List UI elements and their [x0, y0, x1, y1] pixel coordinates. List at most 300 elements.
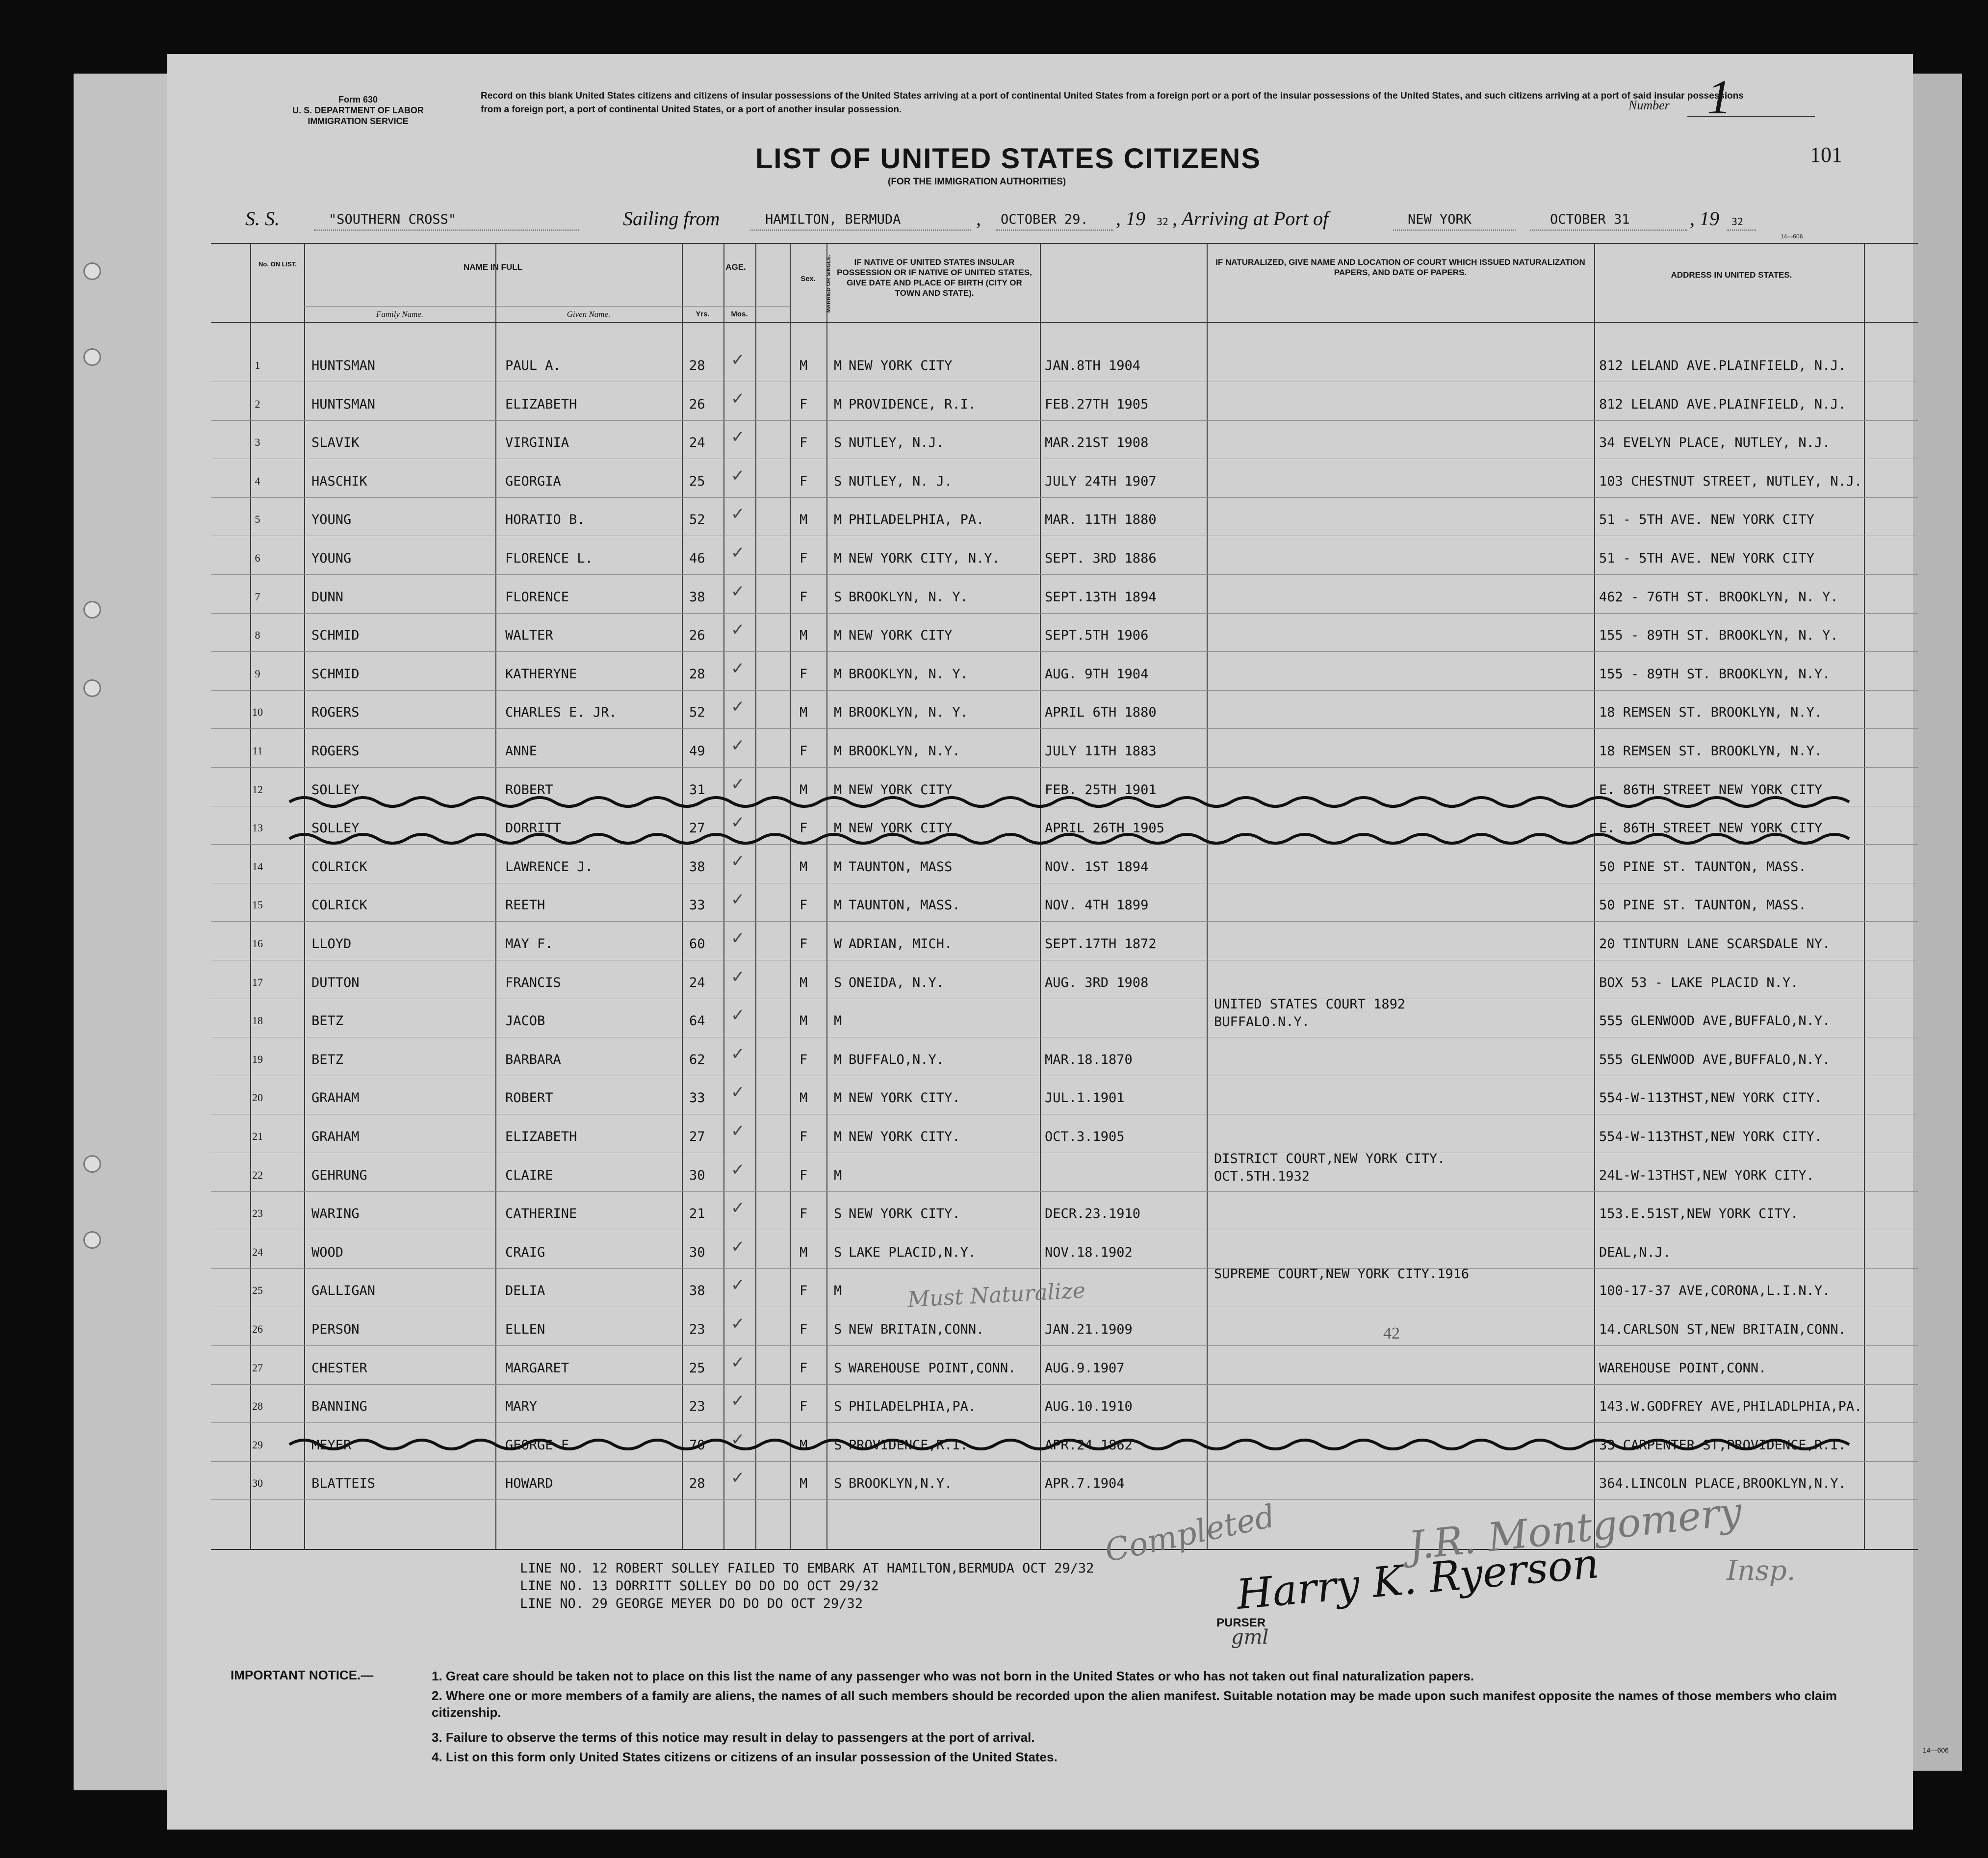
- cell-sex: F: [800, 1167, 808, 1183]
- check-mark-icon: ✓: [731, 697, 745, 717]
- strike-line-12: [289, 798, 1849, 806]
- cell-sex: M: [800, 1437, 808, 1453]
- cell-ms: M: [834, 1283, 842, 1299]
- cell-court: BUFFALO.N.Y.: [1214, 1014, 1310, 1030]
- cell-ms: M: [834, 1129, 842, 1144]
- page-title: LIST OF UNITED STATES CITIZENS: [755, 143, 1261, 175]
- cell-n: 30: [252, 1477, 263, 1490]
- cell-age: 70: [689, 1437, 705, 1453]
- cell-place: PROVIDENCE, R.I.: [849, 396, 977, 412]
- cell-age: 62: [689, 1052, 705, 1067]
- cell-date: JAN.8TH 1904: [1045, 358, 1141, 373]
- cell-sex: F: [800, 744, 808, 759]
- list-number: 1: [1707, 70, 1731, 124]
- cell-address: 33 CARPENTER ST,PROVIDENCE,R.I.: [1599, 1437, 1846, 1453]
- line-note: LINE NO. 29 GEORGE MEYER DO DO DO OCT 29/32: [520, 1596, 863, 1611]
- cell-n: 25: [252, 1284, 263, 1297]
- sailing-date: OCTOBER 29.: [1001, 212, 1088, 227]
- cell-given: ANNE: [505, 744, 538, 759]
- cell-sex: F: [800, 666, 808, 682]
- cell-ms: M: [834, 1052, 842, 1067]
- cell-given: GEORGIA: [505, 473, 561, 489]
- check-mark-icon: ✓: [731, 1468, 745, 1488]
- cell-date: AUG.10.1910: [1045, 1399, 1133, 1415]
- cell-address: 153.E.51ST,NEW YORK CITY.: [1599, 1206, 1799, 1222]
- cell-date: SEPT.5TH 1906: [1045, 628, 1149, 644]
- cell-family: BETZ: [311, 1052, 344, 1067]
- cell-address: 554-W-113THST,NEW YORK CITY.: [1599, 1090, 1823, 1106]
- cell-address: 34 EVELYN PLACE, NUTLEY, N.J.: [1599, 435, 1831, 451]
- cell-address: 143.W.GODFREY AVE,PHILADLPHIA,PA.: [1599, 1399, 1862, 1415]
- cell-sex: F: [800, 589, 808, 605]
- cell-age: 30: [689, 1244, 705, 1260]
- cell-address: 50 PINE ST. TAUNTON, MASS.: [1599, 898, 1807, 913]
- cell-date: APRIL 6TH 1880: [1045, 705, 1157, 721]
- cell-age: 26: [689, 396, 705, 412]
- cell-family: DUNN: [311, 589, 344, 605]
- cell-court: OCT.5TH.1932: [1214, 1168, 1310, 1184]
- cell-ms: M: [834, 1013, 842, 1029]
- cell-sex: F: [800, 1360, 808, 1376]
- cell-ms: M: [834, 396, 842, 412]
- cell-date: APRIL 26TH 1905: [1045, 821, 1164, 836]
- cell-place: PROVIDENCE,R.I.: [849, 1437, 968, 1453]
- cell-family: BETZ: [311, 1013, 344, 1029]
- cell-n: 9: [255, 667, 260, 680]
- cell-address: 462 - 76TH ST. BROOKLYN, N. Y.: [1599, 589, 1838, 605]
- check-mark-icon: ✓: [731, 1083, 745, 1103]
- cell-address: 50 PINE ST. TAUNTON, MASS.: [1599, 859, 1807, 875]
- cell-age: 23: [689, 1399, 705, 1415]
- cell-age: 33: [689, 1090, 705, 1106]
- check-mark-icon: ✓: [731, 543, 745, 563]
- cell-address: DEAL,N.J.: [1599, 1244, 1671, 1260]
- cell-sex: F: [800, 1052, 808, 1067]
- cell-ms: M: [834, 512, 842, 528]
- cell-given: WALTER: [505, 628, 553, 644]
- check-mark-icon: ✓: [731, 427, 745, 447]
- notice-heading: IMPORTANT NOTICE.—: [231, 1668, 374, 1682]
- check-mark-icon: ✓: [731, 1314, 745, 1334]
- cell-family: HUNTSMAN: [311, 358, 376, 373]
- cell-place: PHILADELPHIA, PA.: [849, 512, 984, 528]
- cell-place: NEW YORK CITY, N.Y.: [849, 551, 1000, 566]
- cell-address: WAREHOUSE POINT,CONN.: [1599, 1360, 1767, 1376]
- cell-family: GRAHAM: [311, 1129, 360, 1144]
- cell-given: DORRITT: [505, 821, 561, 836]
- check-mark-icon: ✓: [731, 929, 745, 948]
- col-marital: MARRIED OR SINGLE.: [826, 255, 832, 313]
- cell-family: SOLLEY: [311, 782, 360, 798]
- cell-n: 23: [252, 1207, 263, 1220]
- cell-sex: F: [800, 1129, 808, 1144]
- cell-ms: W: [834, 936, 842, 952]
- cell-given: ROBERT: [505, 1090, 553, 1106]
- cell-n: 10: [252, 706, 263, 719]
- col-mos: Mos.: [731, 310, 748, 318]
- cell-family: CHESTER: [311, 1360, 367, 1376]
- sailing-year: 32: [1157, 216, 1169, 228]
- cell-place: TAUNTON, MASS: [849, 859, 953, 875]
- check-mark-icon: ✓: [731, 1429, 745, 1449]
- check-mark-icon: ✓: [731, 658, 745, 678]
- handwritten-note-must-naturalize: Must Naturalize: [906, 1278, 1086, 1313]
- cell-ms: M: [834, 821, 842, 836]
- arrival-year-prefix: , 19: [1690, 207, 1719, 230]
- cell-age: 24: [689, 435, 705, 451]
- cell-date: MAR.21ST 1908: [1045, 435, 1149, 451]
- cell-address: 51 - 5TH AVE. NEW YORK CITY: [1599, 551, 1814, 566]
- cell-sex: F: [800, 821, 808, 836]
- cell-sex: M: [800, 1244, 808, 1260]
- cell-place: NEW YORK CITY: [849, 782, 953, 798]
- cell-age: 52: [689, 705, 705, 721]
- cell-date: OCT.3.1905: [1045, 1129, 1125, 1144]
- cell-family: YOUNG: [311, 512, 352, 528]
- handwritten-completed: Completed: [1102, 1498, 1278, 1570]
- cell-sex: F: [800, 551, 808, 566]
- col-birth: IF NATIVE OF UNITED STATES INSULAR POSSESSION OR IF NATIVE OF UNITED STATES, GIVE DATE AND PLACE OF BIRTH (CITY OR TOWN AND STATE).: [837, 258, 1032, 298]
- col-naturalized: IF NATURALIZED, GIVE NAME AND LOCATION OF COURT WHICH ISSUED NATURALIZATION PAPERS, AND DATE OF PAPERS.: [1215, 258, 1585, 277]
- cell-age: 26: [689, 628, 705, 644]
- cell-age: 23: [689, 1322, 705, 1337]
- cell-ms: M: [834, 744, 842, 759]
- notice-item: 1. Great care should be taken not to place on this list the name of any passenger who was not born in the United States or who has not taken out final naturalization papers.: [432, 1669, 1474, 1683]
- cell-family: COLRICK: [311, 898, 367, 913]
- check-mark-icon: ✓: [731, 967, 745, 987]
- check-mark-icon: ✓: [731, 851, 745, 871]
- check-mark-icon: ✓: [731, 1006, 745, 1026]
- cell-age: 49: [689, 744, 705, 759]
- purser-signature: Harry K. Ryerson: [1235, 1539, 1601, 1619]
- cell-age: 64: [689, 1013, 705, 1029]
- check-mark-icon: ✓: [731, 1160, 745, 1180]
- col-address: ADDRESS IN UNITED STATES.: [1671, 270, 1792, 280]
- cell-age: 60: [689, 936, 705, 952]
- cell-given: DELIA: [505, 1283, 545, 1299]
- cell-family: SOLLEY: [311, 821, 360, 836]
- check-mark-icon: ✓: [731, 736, 745, 755]
- binder-hole: [83, 1231, 101, 1249]
- cell-n: 14: [252, 860, 263, 873]
- cell-ms: M: [834, 705, 842, 721]
- check-mark-icon: ✓: [731, 581, 745, 601]
- cell-sex: F: [800, 435, 808, 451]
- cell-sex: M: [800, 512, 808, 528]
- cell-address: 18 REMSEN ST. BROOKLYN, N.Y.: [1599, 744, 1823, 759]
- check-mark-icon: ✓: [731, 1198, 745, 1218]
- cell-sex: M: [800, 358, 808, 373]
- cell-place: BROOKLYN, N.Y.: [849, 744, 960, 759]
- cell-place: NEW YORK CITY: [849, 358, 953, 373]
- check-mark-icon: ✓: [731, 350, 745, 370]
- cell-ms: M: [834, 782, 842, 798]
- cell-ms: S: [834, 1322, 842, 1337]
- cell-date: MAR.18.1870: [1045, 1052, 1133, 1067]
- cell-sex: F: [800, 1206, 808, 1222]
- cell-place: LAKE PLACID,N.Y.: [849, 1244, 977, 1260]
- cell-age: 21: [689, 1206, 705, 1222]
- cell-ms: S: [834, 1244, 842, 1260]
- cell-ms: M: [834, 666, 842, 682]
- cell-ms: S: [834, 1476, 842, 1492]
- sailing-label: Sailing from: [623, 207, 720, 230]
- cell-age: 28: [689, 666, 705, 682]
- arrival-year: 32: [1731, 216, 1744, 228]
- notice-item: 3. Failure to observe the terms of this notice may result in delay to passengers at the port of arrival.: [432, 1730, 1035, 1745]
- cell-address: 20 TINTURN LANE SCARSDALE NY.: [1599, 936, 1831, 952]
- line-notes: [520, 1560, 1094, 1613]
- cell-n: 3: [255, 436, 260, 449]
- cell-sex: M: [800, 975, 808, 990]
- cell-place: ONEIDA, N.Y.: [849, 975, 945, 990]
- manifest-page: Form 630 U. S. DEPARTMENT OF LABOR IMMIGRATION SERVICE Record on this blank United States citizens and citizens of insular possessions of the United States arriving at a port of continental United States from a foreign port or a port of the insular possessions of the United States, and such citizens arriving at a port of said insular possessions from a foreign port, a port of continental United States, or a port of another insular possession. Number 1 101 LIST OF UNITED STATES CITIZENS (FOR THE IMMIGRATION AUTHORITIES) S. S. "SOUTHERN CROSS" Sailing from HAMILTON, BERMUDA , OCTOBER 29. , 19 32 , Arriving at Port of NEW YORK OCTOBER 31 , 19 32 14—606 No. ON LIST. NAME IN FULL Family Name. Given Name. AGE. Yrs. Mos. Sex. MARRIED OR SINGLE. IF NATIVE OF UNITED STATES INSULAR POSSESSION OR IF NATIVE OF UNITED STATES, GIVE DATE AND PLACE OF BIRTH (CITY OR TOWN AND STATE). IF NATURALIZED, GIVE NAME AND LOCATION OF COURT WHICH ISSUED NATURALIZATION PAPERS, AND DATE OF PAPERS. ADDRESS IN UNITED STATES. 1 HUNTSMAN PAUL A. 28 M M NEW YORK CITY JAN.8TH 1904 812 LELAND AVE.PLAINFIELD, N.J. ✓ 2 HUNTSMAN ELIZABETH 26 F M PROVIDENCE, R.I. FEB.27TH 1905 812 LELAND AVE.PLAINFIELD, N.J. ✓ 3 SLAVIK VIRGINIA 24 F S NUTLEY, N.J. MAR.21ST 1908 34 EVELYN PLACE, NUTLEY, N.J. ✓ 4 HASCHIK GEORGIA 25 F S NUTLEY, N. J. JULY 24TH 1907 103 CHESTNUT STREET, NUTLEY, N.J. ✓ 5 YOUNG HORATIO B. 52 M M PHILADELPHIA, PA. MAR. 11TH 1880 51 - 5TH AVE. NEW YORK CITY ✓ 6 YOUNG FLORENCE L. 46 F M NEW YORK CITY, N.Y. SEPT. 3RD 1886 51 - 5TH AVE. NEW YORK CITY ✓ 7 DUNN FLORENCE 38 F S BROOKLYN, N. Y. SEPT.13TH 1894 462 - 76TH ST. BROOKLYN, N. Y. ✓ 8 SCHMID WALTER 26 M M NEW YORK CITY SEPT.5TH 1906 155 - 89TH ST. BROOKLYN, N. Y. ✓ 9 SCHMID KATHERYNE 28 F M BROOKLYN, N. Y. AUG. 9TH 1904 155 - 89TH ST. BROOKLYN, N.Y. ✓ 10 ROGERS CHARLES E. JR. 52 M M BROOKLYN, N. Y. APRIL 6TH 1880 18 REMSEN ST. BROOKLYN, N.Y. ✓ 11 ROGERS ANNE 49 F M BROOKLYN, N.Y. JULY 11TH 1883 18 REMSEN ST. BROOKLYN, N.Y. ✓ 12 SOLLEY ROBERT 31 M M NEW YORK CITY FEB. 25TH 1901 E. 86TH STREET NEW YORK CITY ✓ 13 SOLLEY DORRITT 27 F M NEW YORK CITY APRIL 26TH 1905 E. 86TH STREET NEW YORK CITY ✓ 14 COLRICK LAWRENCE J. 38 M M TAUNTON, MASS NOV. 1ST 1894 50 PINE ST. TAUNTON, MASS. ✓ 15 COLRICK REETH 33 F M TAUNTON, MASS. NOV. 4TH 1899 50 PINE ST. TAUNTON, MASS. ✓ 16 LLOYD MAY F. 60 F W ADRIAN, MICH. SEPT.17TH 1872 20 TINTURN LANE SCARSDALE NY. ✓ 17 DUTTON FRANCIS 24 M S ONEIDA, N.Y. AUG. 3RD 1908 BOX 53 - LAKE PLACID N.Y. ✓ 18 BETZ JACOB 64 M M 555 GLENWOOD AVE,BUFFALO,N.Y. ✓ UNITED STATES COURT 1892 BUFFALO.N.Y. 19 BETZ BARBARA 62 F M BUFFALO,N.Y. MAR.18.1870 555 GLENWOOD AVE,BUFFALO,N.Y. ✓ 20 GRAHAM ROBERT 33 M M NEW YORK CITY. JUL.1.1901 554-W-113THST,NEW YORK CITY. ✓ 21 GRAHAM ELIZABETH 27 F M NEW YORK CITY. OCT.3.1905 554-W-113THST,NEW YORK CITY. ✓ 22 GEHRUNG CLAIRE 30 F M 24L-W-13THST,NEW YORK CITY. ✓ DISTRICT COURT,NEW YORK CITY. OCT.5TH.1932 23 WARING CATHERINE 21 F S NEW YORK CITY. DECR.23.1910 153.E.51ST,NEW YORK CITY. ✓ 24 WOOD CRAIG 30 M S LAKE PLACID,N.Y. NOV.18.1902 DEAL,N.J. ✓ 25 GALLIGAN DELIA 38 F M 100-17-37 AVE,CORONA,L.I.N.Y. ✓ SUPREME COURT,NEW YORK CITY.1916 26 PERSON ELLEN 23 F S NEW BRITAIN,CONN. JAN.21.1909 14.CARLSON ST,NEW BRITAIN,CONN. ✓ 27 CHESTER MARGARET 25 F S WAREHOUSE POINT,CONN. AUG.9.1907 WAREHOUSE POINT,CONN. ✓ 28 BANNING MARY 23 F S PHILADELPHIA,PA. AUG.10.1910 143.W.GODFREY AVE,PHILADLPHIA,PA. ✓ 29 MEYER GEORGE F. 70 M S PROVIDENCE,R.I. APR.24.1862 33 CARPENTER ST,PROVIDENCE,R.I. ✓ 30 BLATTEIS HOWARD 28 M S BROOKLYN,N.Y. APR.7.1904 364.LINCOLN PLACE,BROOKLYN,N.Y. ✓ Must Naturalize 42 LINE NO. 12 ROBERT SOLLEY FAILED TO EMBARK AT HAMILTON,BERMUDA OCT 29/32 LINE NO. 13 DORRITT SOLLEY DO DO DO OCT 29/32 LINE NO. 29 GEORGE MEYER DO DO DO OCT 29/32 Completed J.R. Montgomery Insp. Harry K. Ryerson PURSER gml IMPORTANT NOTICE.— 1. Great care should be taken not to place on this list the name of any passenger who was not born in the United States or who has not taken out final naturalization papers. 2. Where one or more members of a family are aliens, the names of all such members should be recorded upon the alien manifest. Suitable notation may be made upon such manifest opposite the names of those members who claim citizenship. 3. Failure to observe the terms of this notice may result in delay to passengers at the port of arrival. 4. List on this form only United States citizens or citizens of an insular possession of the United States. 14—606: [167, 54, 1913, 1830]
- cell-given: ELLEN: [505, 1322, 545, 1337]
- cell-sex: F: [800, 898, 808, 913]
- strike-line-29: [289, 1440, 1849, 1449]
- cell-given: CRAIG: [505, 1244, 545, 1260]
- cell-date: MAR. 11TH 1880: [1045, 512, 1157, 528]
- cell-sex: M: [800, 705, 808, 721]
- check-mark-icon: ✓: [731, 388, 745, 409]
- cell-place: BROOKLYN, N. Y.: [849, 666, 968, 682]
- cell-ms: S: [834, 1437, 842, 1453]
- cell-sex: M: [800, 1090, 808, 1106]
- cell-sex: F: [800, 1322, 808, 1337]
- cell-family: ROGERS: [311, 744, 360, 759]
- cell-n: 8: [255, 629, 260, 642]
- cell-age: 24: [689, 975, 705, 990]
- cell-n: 2: [255, 397, 260, 410]
- ship-name: "SOUTHERN CROSS": [329, 212, 457, 227]
- cell-address: 364.LINCOLN PLACE,BROOKLYN,N.Y.: [1599, 1476, 1846, 1492]
- cell-sex: F: [800, 396, 808, 412]
- cell-date: SEPT. 3RD 1886: [1045, 551, 1157, 566]
- cell-court: SUPREME COURT,NEW YORK CITY.1916: [1214, 1266, 1470, 1282]
- cell-given: FRANCIS: [505, 975, 561, 990]
- cell-place: NUTLEY, N.J.: [849, 435, 945, 451]
- cell-ms: S: [834, 1360, 842, 1376]
- sailing-port: HAMILTON, BERMUDA: [765, 212, 901, 227]
- cell-address: 18 REMSEN ST. BROOKLYN, N.Y.: [1599, 705, 1823, 721]
- col-family-name: Family Name.: [376, 310, 424, 319]
- cell-address: 555 GLENWOOD AVE,BUFFALO,N.Y.: [1599, 1013, 1831, 1029]
- cell-date: AUG. 3RD 1908: [1045, 975, 1149, 990]
- col-name-in-full: NAME IN FULL: [464, 262, 522, 272]
- cell-n: 26: [252, 1323, 263, 1335]
- cell-age: 25: [689, 1360, 705, 1376]
- cell-given: ELIZABETH: [505, 1129, 577, 1144]
- cell-given: BARBARA: [505, 1052, 561, 1067]
- cell-family: PERSON: [311, 1322, 360, 1337]
- cell-given: CLAIRE: [505, 1167, 553, 1183]
- cell-given: FLORENCE: [505, 589, 569, 605]
- cell-address: BOX 53 - LAKE PLACID N.Y.: [1599, 975, 1799, 990]
- cell-age: 25: [689, 473, 705, 489]
- cell-place: NEW YORK CITY.: [849, 1129, 960, 1144]
- check-mark-icon: ✓: [731, 465, 745, 486]
- cell-sex: M: [800, 628, 808, 644]
- cell-age: 27: [689, 821, 705, 836]
- cell-address: E. 86TH STREET NEW YORK CITY: [1599, 782, 1823, 798]
- cell-family: WARING: [311, 1206, 360, 1222]
- cell-age: 33: [689, 898, 705, 913]
- cell-age: 30: [689, 1167, 705, 1183]
- cell-ms: S: [834, 435, 842, 451]
- cell-n: 16: [252, 937, 263, 950]
- cell-address: 155 - 89TH ST. BROOKLYN, N.Y.: [1599, 666, 1831, 682]
- cell-n: 19: [252, 1053, 263, 1065]
- cell-given: PAUL A.: [505, 358, 561, 373]
- cell-ms: S: [834, 1206, 842, 1222]
- check-mark-icon: ✓: [731, 774, 745, 794]
- cell-given: HORATIO B.: [505, 512, 585, 528]
- cell-n: 6: [255, 552, 260, 564]
- cell-given: HOWARD: [505, 1476, 553, 1492]
- cell-family: LLOYD: [311, 936, 352, 952]
- cell-family: SCHMID: [311, 666, 360, 682]
- cell-date: JULY 11TH 1883: [1045, 744, 1157, 759]
- line-note: LINE NO. 12 ROBERT SOLLEY FAILED TO EMBARK AT HAMILTON,BERMUDA OCT 29/32: [520, 1561, 1094, 1576]
- cell-n: 21: [252, 1130, 263, 1142]
- cell-address: 51 - 5TH AVE. NEW YORK CITY: [1599, 512, 1814, 528]
- binder-hole: [83, 262, 101, 280]
- cell-ms: S: [834, 589, 842, 605]
- cell-family: GEHRUNG: [311, 1167, 367, 1183]
- cell-address: 555 GLENWOOD AVE,BUFFALO,N.Y.: [1599, 1052, 1831, 1067]
- cell-ms: S: [834, 975, 842, 990]
- cell-n: 29: [252, 1438, 263, 1451]
- cell-given: MAY F.: [505, 936, 553, 952]
- cell-date: NOV.18.1902: [1045, 1244, 1133, 1260]
- cell-given: ELIZABETH: [505, 396, 577, 412]
- cell-date: JAN.21.1909: [1045, 1322, 1133, 1337]
- arrival-port: NEW YORK: [1408, 212, 1472, 227]
- cell-date: DECR.23.1910: [1045, 1206, 1141, 1222]
- check-mark-icon: ✓: [731, 1237, 745, 1257]
- cell-family: GALLIGAN: [311, 1283, 376, 1299]
- cell-n: 28: [252, 1400, 263, 1413]
- cell-given: LAWRENCE J.: [505, 859, 593, 875]
- notice-item: 2. Where one or more members of a family are aliens, the names of all such members should be recorded upon the alien manifest. Suitable notation may be made upon such manifest opposite the names of those members who claim citizenship.: [432, 1688, 1837, 1720]
- check-mark-icon: ✓: [731, 1275, 745, 1295]
- check-mark-icon: ✓: [731, 1352, 745, 1372]
- cell-court: UNITED STATES COURT 1892: [1214, 997, 1406, 1012]
- page-subtitle: (FOR THE IMMIGRATION AUTHORITIES): [888, 177, 1066, 187]
- arrival-date: OCTOBER 31: [1550, 212, 1630, 227]
- cell-sex: M: [800, 859, 808, 875]
- cell-place: NEW YORK CITY.: [849, 1206, 960, 1222]
- cell-date: AUG. 9TH 1904: [1045, 666, 1149, 682]
- cell-date: NOV. 4TH 1899: [1045, 898, 1149, 913]
- cell-address: 155 - 89TH ST. BROOKLYN, N. Y.: [1599, 628, 1838, 644]
- sailing-year-prefix: , 19: [1116, 207, 1145, 230]
- check-mark-icon: ✓: [731, 504, 745, 524]
- cell-ms: M: [834, 1167, 842, 1183]
- strike-line-13: [289, 834, 1849, 843]
- inspector-signature: J.R. Montgomery: [1406, 1488, 1744, 1569]
- cell-date: SEPT.17TH 1872: [1045, 936, 1157, 952]
- cell-place: NEW YORK CITY: [849, 628, 953, 644]
- cell-n: 13: [252, 822, 263, 834]
- cell-date: APR.7.1904: [1045, 1476, 1125, 1492]
- check-mark-icon: ✓: [731, 1121, 745, 1141]
- arriving-label: , Arriving at Port of: [1172, 207, 1329, 230]
- cell-given: FLORENCE L.: [505, 551, 593, 566]
- cell-address: 554-W-113THST,NEW YORK CITY.: [1599, 1129, 1823, 1144]
- cell-family: BLATTEIS: [311, 1476, 376, 1492]
- cell-place: TAUNTON, MASS.: [849, 898, 960, 913]
- cell-date: FEB.27TH 1905: [1045, 396, 1149, 412]
- col-given-name: Given Name.: [567, 310, 611, 319]
- check-mark-icon: ✓: [731, 813, 745, 833]
- footer-code: 14—606: [1923, 1746, 1949, 1754]
- cell-place: BROOKLYN, N. Y.: [849, 705, 968, 721]
- cell-date: JUL.1.1901: [1045, 1090, 1125, 1106]
- number-label: Number: [1628, 98, 1670, 112]
- col-yrs: Yrs.: [696, 310, 710, 318]
- record-instructions: Record on this blank United States citizens and citizens of insular possessions of the United States arriving at a port of continental United States from a foreign port or a port of the insular possessions of the United States, and such citizens arriving at a port of said insular possessions from a foreign port, a port of continental United States, or a port of another insular possession.: [481, 91, 1744, 115]
- page-stamp: 42: [1383, 1324, 1400, 1342]
- cell-age: 28: [689, 1476, 705, 1492]
- cell-place: BUFFALO,N.Y.: [849, 1052, 945, 1067]
- cell-family: YOUNG: [311, 551, 352, 566]
- cell-ms: S: [834, 473, 842, 489]
- cell-family: COLRICK: [311, 859, 367, 875]
- cell-n: 12: [252, 783, 263, 796]
- cell-sex: M: [800, 782, 808, 798]
- cell-n: 1: [255, 359, 260, 371]
- cell-n: 24: [252, 1245, 263, 1258]
- cell-sex: F: [800, 473, 808, 489]
- purser-label: PURSER: [1216, 1616, 1266, 1629]
- check-mark-icon: ✓: [731, 1044, 745, 1064]
- cell-date: NOV. 1ST 1894: [1045, 859, 1149, 875]
- cell-address: 812 LELAND AVE.PLAINFIELD, N.J.: [1599, 396, 1846, 412]
- cell-date: JULY 24TH 1907: [1045, 473, 1157, 489]
- check-mark-icon: ✓: [731, 890, 745, 910]
- cell-address: 100-17-37 AVE,CORONA,L.I.N.Y.: [1599, 1283, 1831, 1299]
- cell-place: NEW BRITAIN,CONN.: [849, 1322, 984, 1337]
- line-note: LINE NO. 13 DORRITT SOLLEY DO DO DO OCT 29/32: [520, 1578, 879, 1594]
- cell-address: 14.CARLSON ST,NEW BRITAIN,CONN.: [1599, 1322, 1846, 1337]
- page-number: 101: [1810, 143, 1842, 167]
- cell-age: 27: [689, 1129, 705, 1144]
- cell-sex: M: [800, 1476, 808, 1492]
- inspector-title: Insp.: [1727, 1555, 1796, 1587]
- ss-label: S. S.: [245, 207, 280, 230]
- cell-family: WOOD: [311, 1244, 344, 1260]
- cell-given: CATHERINE: [505, 1206, 577, 1222]
- cell-place: ADRIAN, MICH.: [849, 936, 953, 952]
- cell-ms: M: [834, 551, 842, 566]
- cell-n: 20: [252, 1091, 263, 1104]
- cell-ms: M: [834, 859, 842, 875]
- cell-n: 5: [255, 513, 260, 526]
- cell-date: FEB. 25TH 1901: [1045, 782, 1157, 798]
- cell-date: AUG.9.1907: [1045, 1360, 1125, 1376]
- binder-hole: [83, 348, 101, 366]
- col-age: AGE.: [725, 262, 746, 272]
- cell-family: HUNTSMAN: [311, 396, 376, 412]
- cell-family: SCHMID: [311, 628, 360, 644]
- cell-address: E. 86TH STREET NEW YORK CITY: [1599, 821, 1823, 836]
- binder-hole: [83, 601, 101, 619]
- cell-given: CHARLES E. JR.: [505, 705, 617, 721]
- col-no: No. ON LIST.: [258, 260, 297, 268]
- cell-given: MARY: [505, 1399, 538, 1415]
- cell-family: SLAVIK: [311, 435, 360, 451]
